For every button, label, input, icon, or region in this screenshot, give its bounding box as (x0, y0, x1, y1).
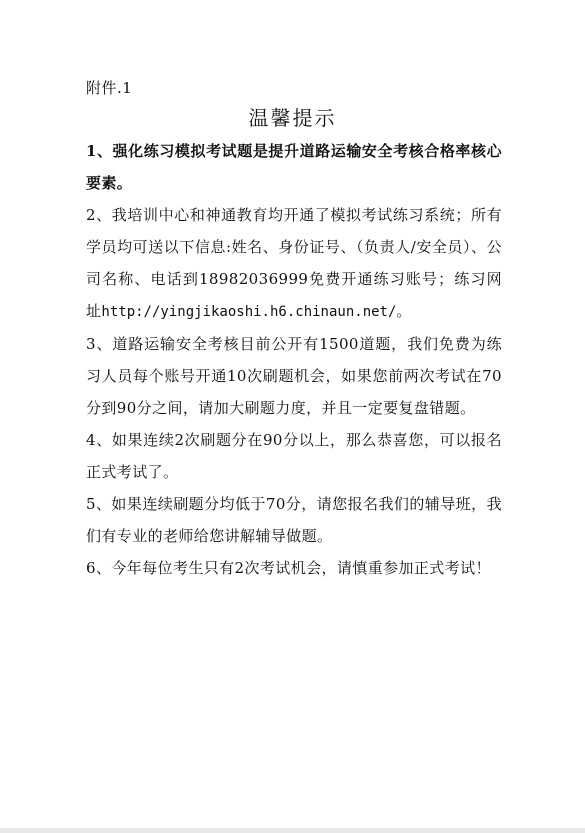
notice-item-5: 5、如果连续刷题分均低于70分，请您报名我们的辅导班，我们有专业的老师给您讲解辅导做题。 (86, 495, 502, 545)
practice-url: http://yingjikaoshi.h6.chinaun.net/ (101, 304, 397, 320)
notice-item-6: 6、今年每位考生只有2次考试机会，请慎重参加正式考试！ (86, 559, 491, 577)
page-bottom-edge (0, 828, 585, 833)
page-title: 温馨提示 (248, 106, 337, 130)
notice-item-2-text: 2、我培训中心和神通教育均开通了模拟考试练习系统；所有学员均可送以下信息:姓名、身份证号、（负责人/安全员）、公司名称、电话到18982036999免费开通练习账号；练习网址 (86, 206, 502, 320)
notice-item-2-end: 。 (396, 302, 412, 320)
notice-item-4: 4、如果连续2次刷题分在90分以上，那么恭喜您，可以报名正式考试了。 (86, 431, 502, 481)
notice-item-1: 1、强化练习模拟考试题是提升道路运输安全考核合格率核心要素。 (86, 142, 502, 192)
attachment-label: 附件.1 (86, 79, 133, 97)
notice-body (86, 135, 502, 584)
notice-item-2 (86, 199, 502, 328)
notice-item-3: 3、道路运输安全考核目前公开有1500道题，我们免费为练习人员每个账号开通10次刷题机会，如果您前两次考试在70分到90分之间，请加大刷题力度，并且一定要复盘错题。 (86, 335, 502, 417)
